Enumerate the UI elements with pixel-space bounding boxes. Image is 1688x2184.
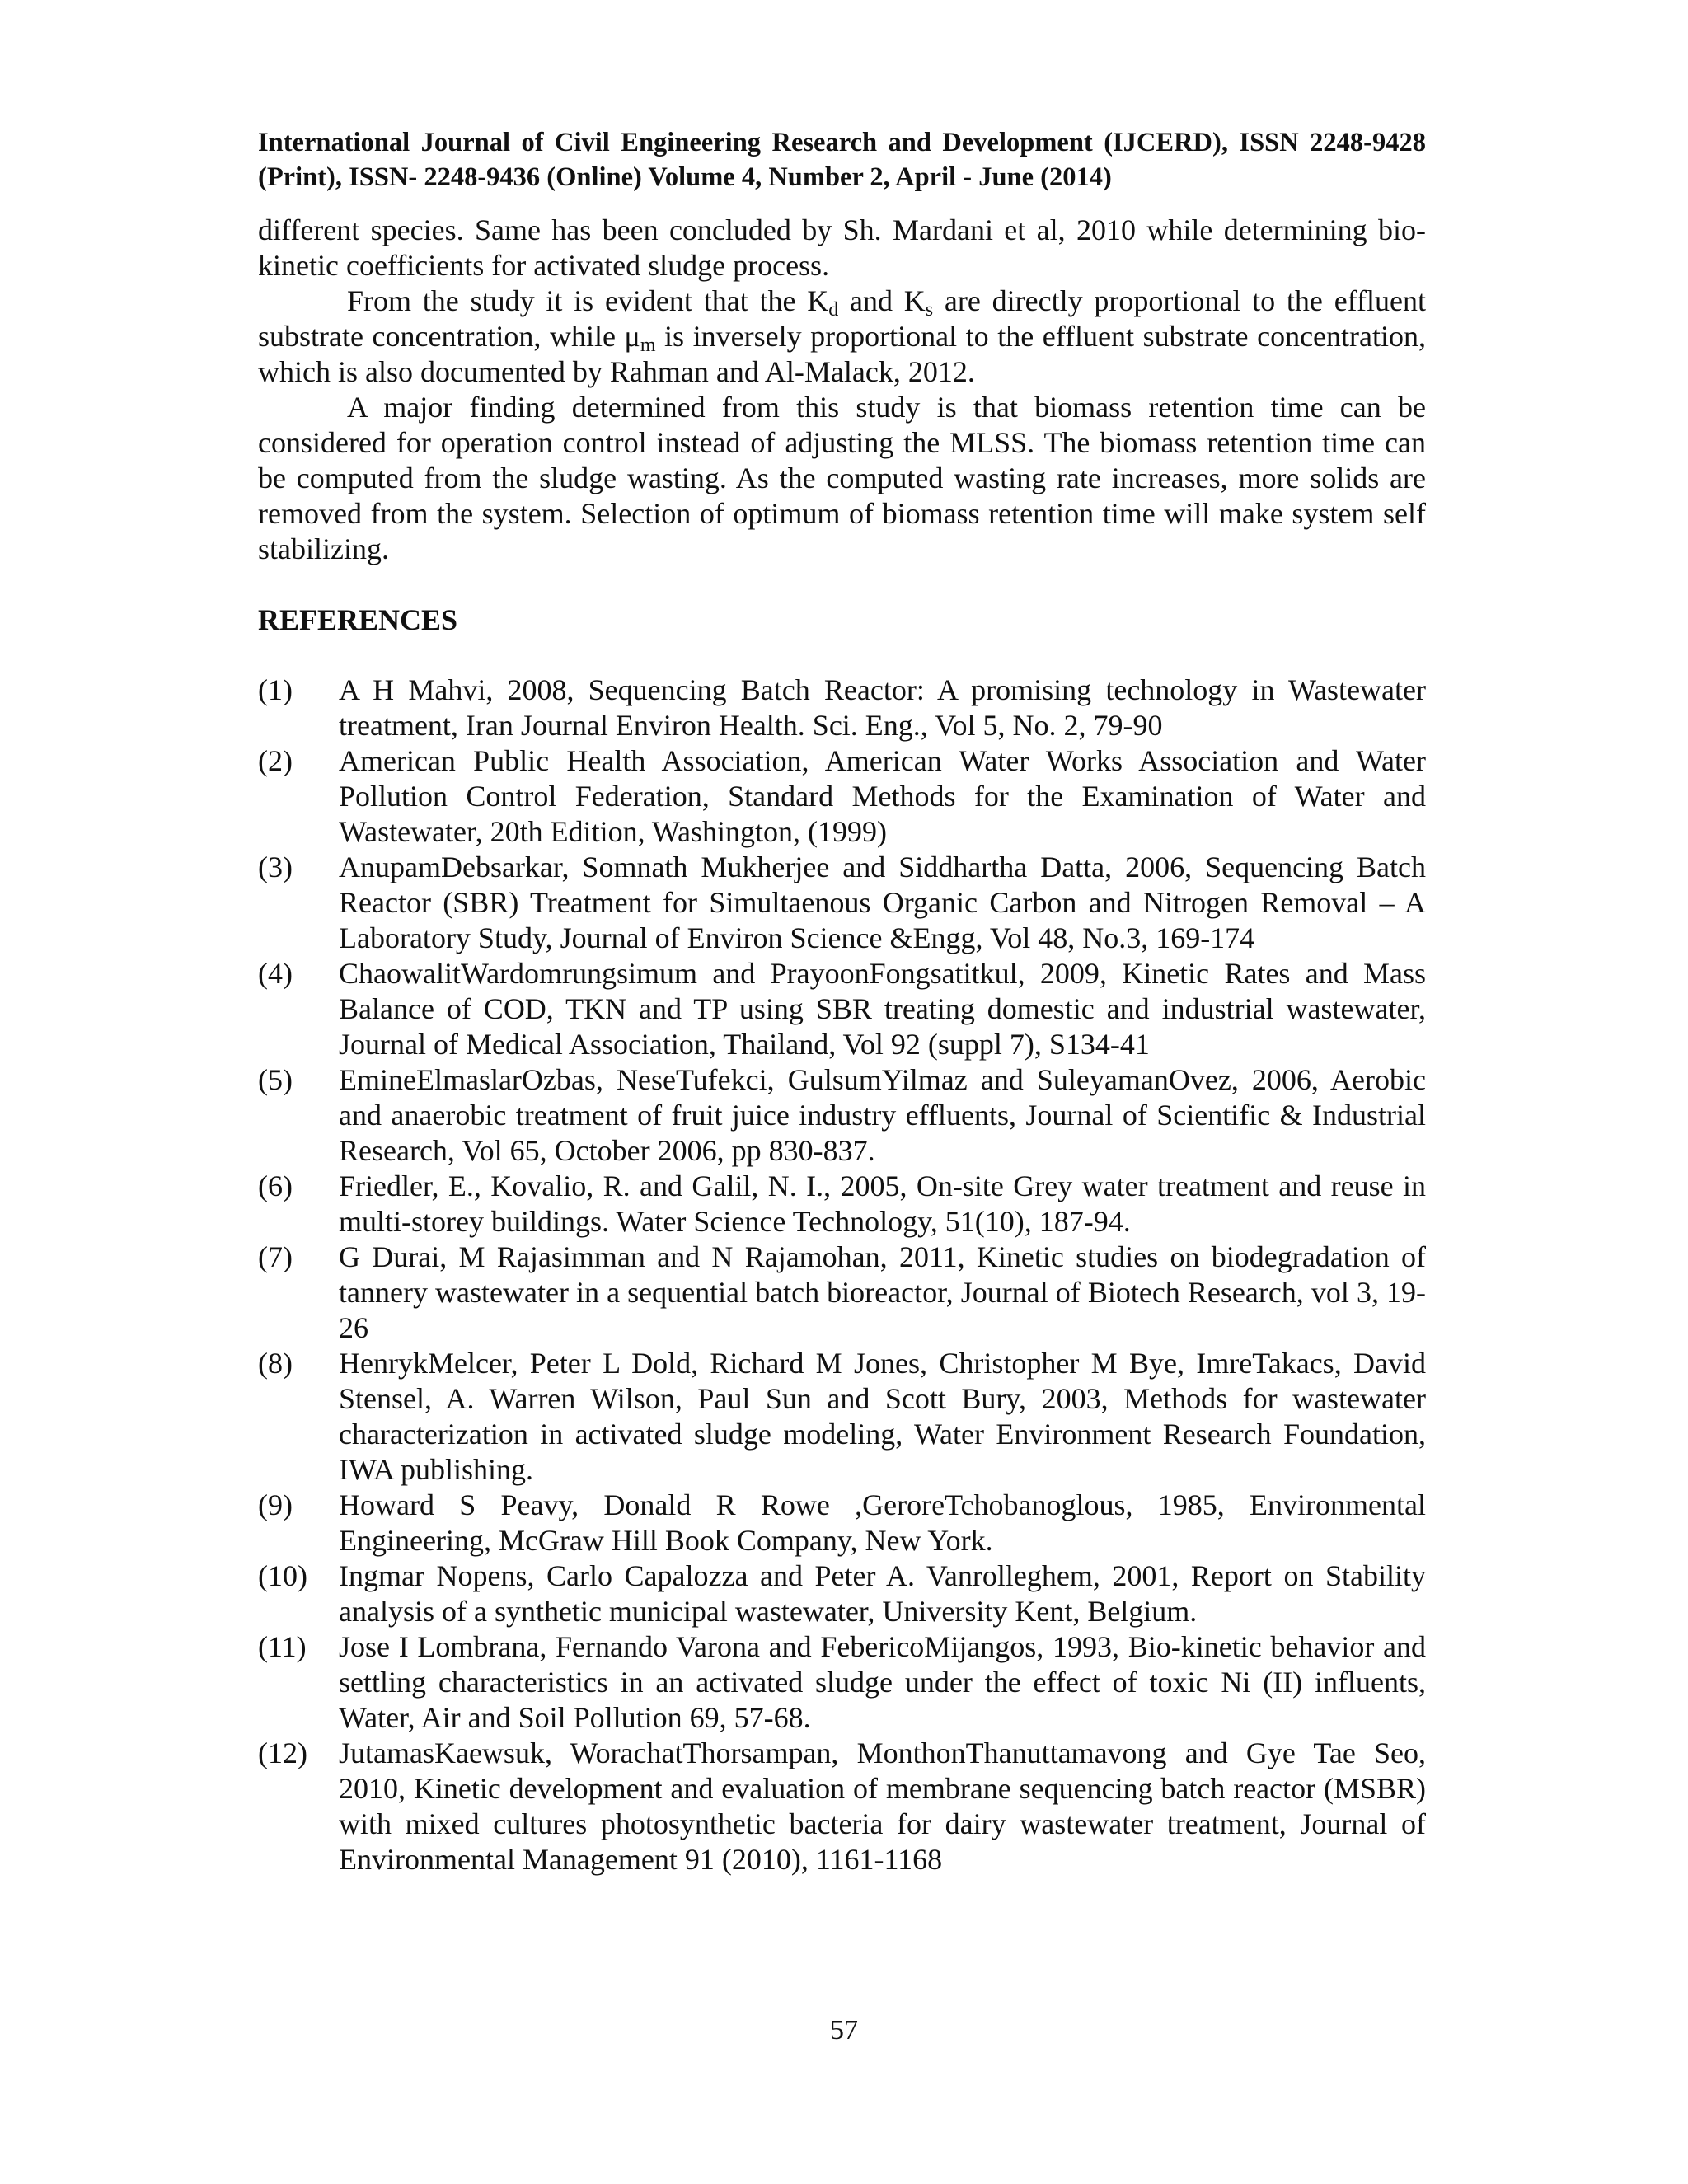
reference-item (258, 956, 1426, 1062)
paragraph-3: A major finding determined from this study is that biomass retention time can be considered for operation control instead of adjusting the MLSS. The biomass retention time can be computed from the sludge wasting. As the computed wasting rate increases, more solids are removed from the system. Selection of optimum of biomass retention time will make system self stabilizing. (258, 391, 1426, 565)
paragraph-1: different species. Same has been concluded by Sh. Mardani et al, 2010 while determining bio-kinetic coefficients for activated sludge process. (258, 213, 1426, 282)
reference-text: AnupamDebsarkar, Somnath Mukherjee and Siddhartha Datta, 2006, Sequencing Batch Reactor (SBR) Treatment for Simultaenous Organic Carbon and Nitrogen Removal – A Laboratory Study, Journal of Environ Science &Engg, Vol 48, No.3, 169-174 (339, 851, 1426, 954)
reference-item (258, 1346, 1426, 1488)
reference-list (258, 673, 1426, 1877)
paragraph-2-text-1: From the study it is evident that the K (347, 284, 829, 317)
subscript-s: s (925, 299, 934, 321)
reference-number: (1) (258, 673, 293, 706)
reference-text: Jose I Lombrana, Fernando Varona and FebericoMijangos, 1993, Bio-kinetic behavior and settling characteristics in an activated sludge under the effect of toxic Ni (II) influents, Water, Air and Soil Pollution 69, 57-68. (339, 1630, 1426, 1734)
reference-item (258, 1488, 1426, 1558)
reference-text: G Durai, M Rajasimman and N Rajamohan, 2011, Kinetic studies on biodegradation of tannery wastewater in a sequential batch bioreactor, Journal of Biotech Research, vol 3, 19-26 (339, 1240, 1426, 1344)
reference-number: (9) (258, 1488, 293, 1521)
reference-number: (11) (258, 1630, 307, 1663)
reference-number: (2) (258, 744, 293, 777)
reference-number: (7) (258, 1240, 293, 1273)
reference-number: (3) (258, 851, 293, 883)
reference-number: (4) (258, 957, 293, 990)
reference-text: Friedler, E., Kovalio, R. and Galil, N. I., 2005, On-site Grey water treatment and reuse in multi-storey buildings. Water Science Technology, 51(10), 187-94. (339, 1169, 1426, 1238)
reference-item (258, 1169, 1426, 1240)
reference-text: A H Mahvi, 2008, Sequencing Batch Reactor: A promising technology in Wastewater treatment, Iran Journal Environ Health. Sci. Eng., Vol 5, No. 2, 79-90 (339, 673, 1426, 742)
paragraph-2-text-2: and K (838, 284, 926, 317)
reference-text: American Public Health Association, American Water Works Association and Water Pollution Control Federation, Standard Methods for the Examination of Water and Wastewater, 20th Edition, Washington, (1999) (339, 744, 1426, 848)
reference-item (258, 1629, 1426, 1736)
journal-header: International Journal of Civil Engineering Research and Development (IJCERD), ISSN 2248-9428 (Print), ISSN- 2248-9436 (Online) Volume 4, Number 2, April - June (2014) (258, 128, 1426, 192)
references-heading: REFERENCES (258, 603, 458, 636)
subscript-d: d (828, 299, 839, 321)
reference-item (258, 1062, 1426, 1169)
paragraph-2-text-4: is inversely proportional to the effluent substrate concentration, which is also documented by Rahman and Al-Malack, 2012. (258, 320, 1426, 388)
reference-text: HenrykMelcer, Peter L Dold, Richard M Jones, Christopher M Bye, ImreTakacs, David Stensel, A. Warren Wilson, Paul Sun and Scott Bury, 2003, Methods for wastewater characterization in activated sludge modeling, Water Environment Research Foundation, IWA publishing. (339, 1347, 1426, 1486)
paragraph-2 (258, 284, 1426, 390)
body-text (258, 213, 1426, 567)
reference-item (258, 1240, 1426, 1346)
reference-text: JutamasKaewsuk, WorachatThorsampan, MonthonThanuttamavong and Gye Tae Seo, 2010, Kinetic development and evaluation of membrane sequencing batch reactor (MSBR) with mixed cultures photosynthetic bacteria for dairy wastewater treatment, Journal of Environmental Management 91 (2010), 1161-1168 (339, 1736, 1426, 1876)
paragraph-2-text-3: are directly proportional to the effluent substrate concentration, while μ (258, 284, 1426, 353)
reference-item (258, 743, 1426, 850)
reference-item (258, 1736, 1426, 1877)
subscript-m: m (640, 335, 656, 356)
reference-text: EmineElmaslarOzbas, NeseTufekci, GulsumYilmaz and SuleyamanOvez, 2006, Aerobic and anaerobic treatment of fruit juice industry effluents, Journal of Scientific & Industrial Research, Vol 65, October 2006, pp 830-837. (339, 1063, 1426, 1167)
reference-number: (5) (258, 1063, 293, 1096)
reference-number: (12) (258, 1736, 307, 1769)
reference-item (258, 850, 1426, 956)
reference-number: (8) (258, 1347, 293, 1380)
reference-item (258, 673, 1426, 743)
reference-text: ChaowalitWardomrungsimum and PrayoonFongsatitkul, 2009, Kinetic Rates and Mass Balance of COD, TKN and TP using SBR treating domestic and industrial wastewater, Journal of Medical Association, Thailand, Vol 92 (suppl 7), S134-41 (339, 957, 1426, 1061)
reference-item (258, 1558, 1426, 1629)
page-number: 57 (830, 2015, 858, 2046)
reference-number: (6) (258, 1169, 293, 1202)
reference-text: Howard S Peavy, Donald R Rowe ,GeroreTchobanoglous, 1985, Environmental Engineering, McGraw Hill Book Company, New York. (339, 1488, 1426, 1557)
reference-text: Ingmar Nopens, Carlo Capalozza and Peter A. Vanrolleghem, 2001, Report on Stability analysis of a synthetic municipal wastewater, University Kent, Belgium. (339, 1559, 1426, 1628)
reference-number: (10) (258, 1559, 307, 1592)
